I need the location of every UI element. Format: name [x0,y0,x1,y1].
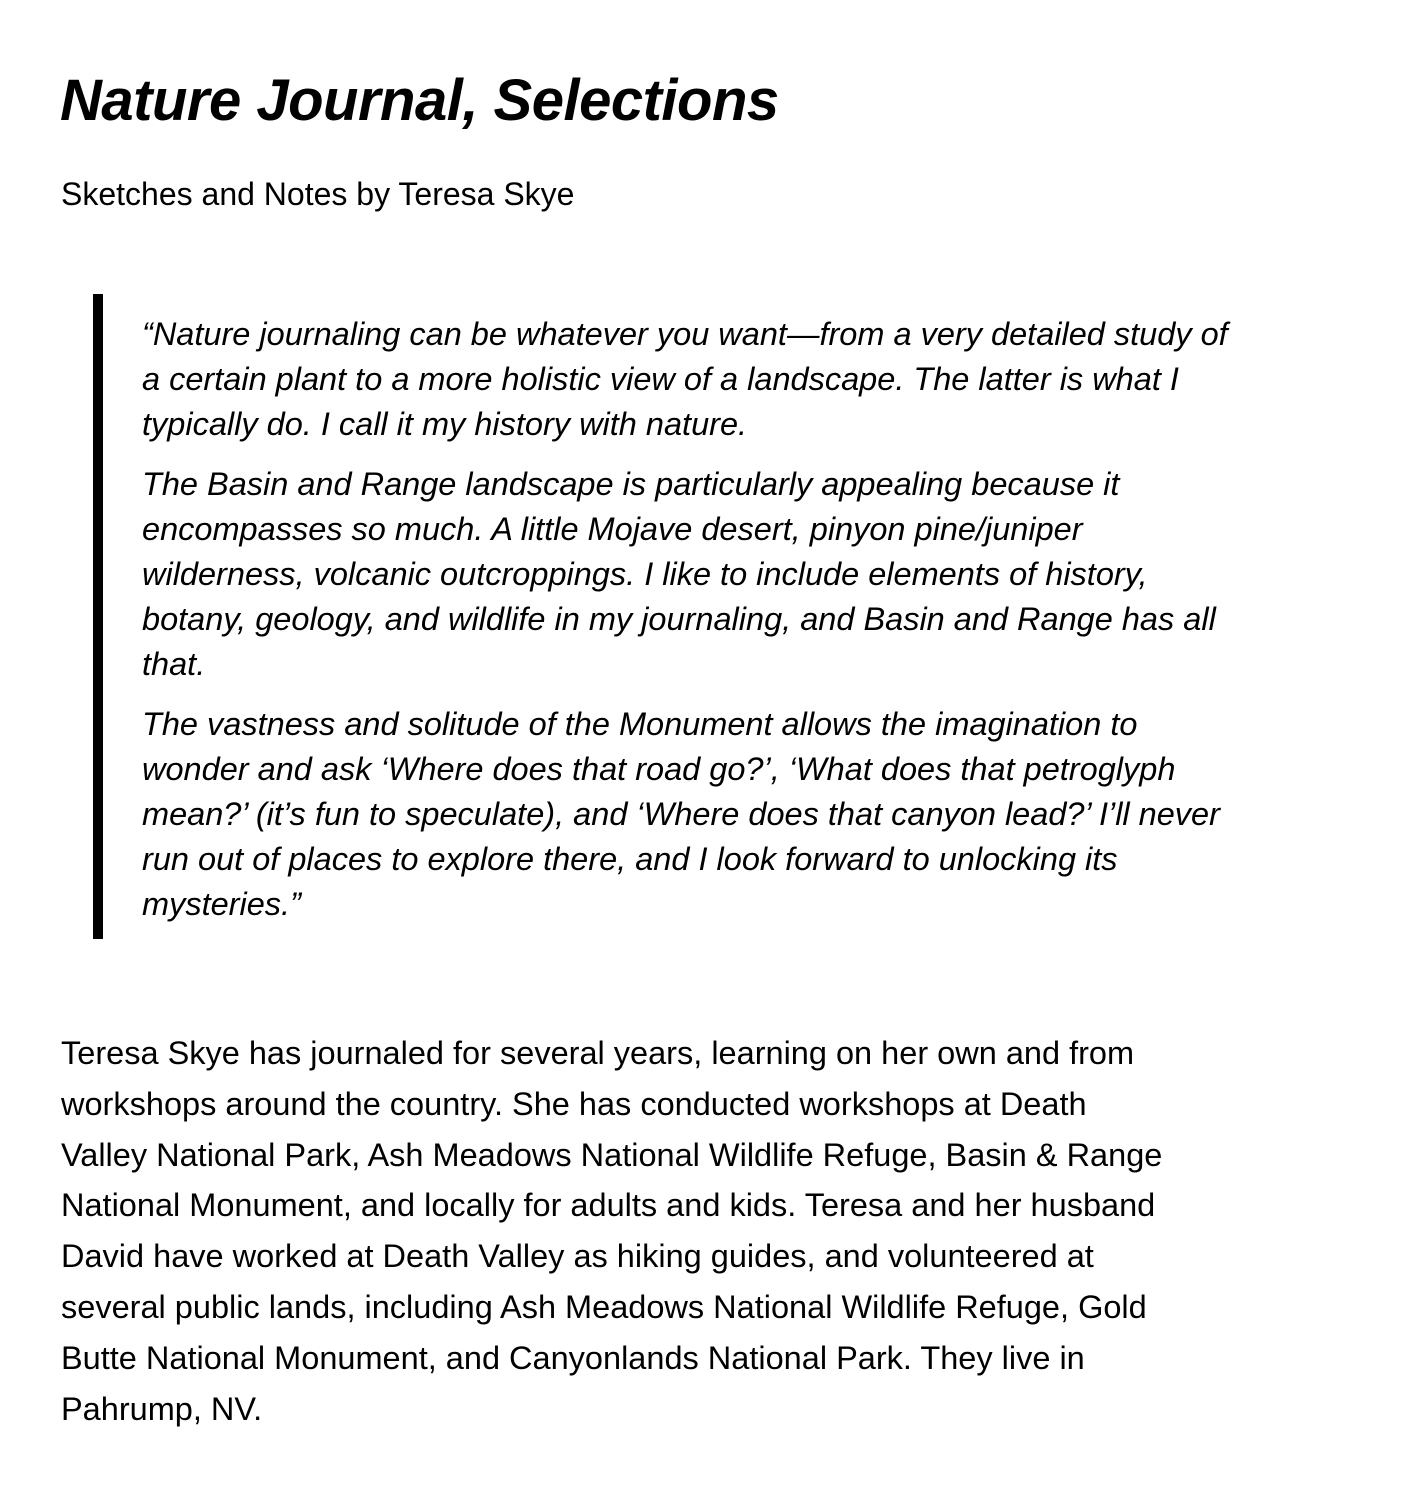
bio-line: Pahrump, NV. [61,1390,263,1427]
quote-rule [93,294,103,939]
quote-line: encompasses so much. A little Mojave desert, pinyon pine/juniper [142,511,1083,547]
quote-line: The Basin and Range landscape is particularly appealing because it [142,466,1120,502]
bio-line: Teresa Skye has journaled for several years, learning on her own and from [61,1035,1135,1071]
quote-line: mean?’ (it’s fun to speculate), and ‘Where does that canyon lead?’ I’ll never [142,796,1220,832]
quote-line: wilderness, volcanic outcroppings. I like to include elements of history, [142,556,1148,592]
quote-line: “Nature journaling can be whatever you want—from a very detailed study of [142,316,1228,352]
author-bio [61,1028,1311,1434]
quote-line: The vastness and solitude of the Monument allows the imagination to [142,706,1138,742]
byline: Sketches and Notes by Teresa Skye [61,176,575,212]
bio-line: David have worked at Death Valley as hiking guides, and volunteered at [61,1238,1094,1275]
quote-line: run out of places to explore there, and I look forward to unlocking its [142,841,1118,877]
bio-line: workshops around the country. She has conducted workshops at Death [61,1085,1087,1122]
quote-paragraph-1 [142,312,1382,447]
bio-line: National Monument, and locally for adults and kids. Teresa and her husband [61,1187,1156,1224]
quote-line: wonder and ask ‘Where does that road go?’, ‘What does that petroglyph [142,751,1176,787]
quote-line: typically do. I call it my history with nature. [142,406,748,442]
page-title: Nature Journal, Selections [60,68,779,133]
quote-line: mysteries.” [142,886,301,922]
quote-paragraph-2 [142,462,1382,687]
quote-line: a certain plant to a more holistic view of a landscape. The latter is what I [142,361,1179,397]
bio-line: several public lands, including Ash Meadows National Wildlife Refuge, Gold [61,1288,1147,1325]
bio-line: Valley National Park, Ash Meadows National Wildlife Refuge, Basin & Range [61,1136,1163,1173]
quote-paragraph-3 [142,702,1382,927]
pull-quote [142,312,1382,927]
quote-line: that. [142,646,206,682]
bio-line: Butte National Monument, and Canyonlands National Park. They live in [61,1339,1085,1376]
quote-line: botany, geology, and wildlife in my journaling, and Basin and Range has all [142,601,1216,637]
